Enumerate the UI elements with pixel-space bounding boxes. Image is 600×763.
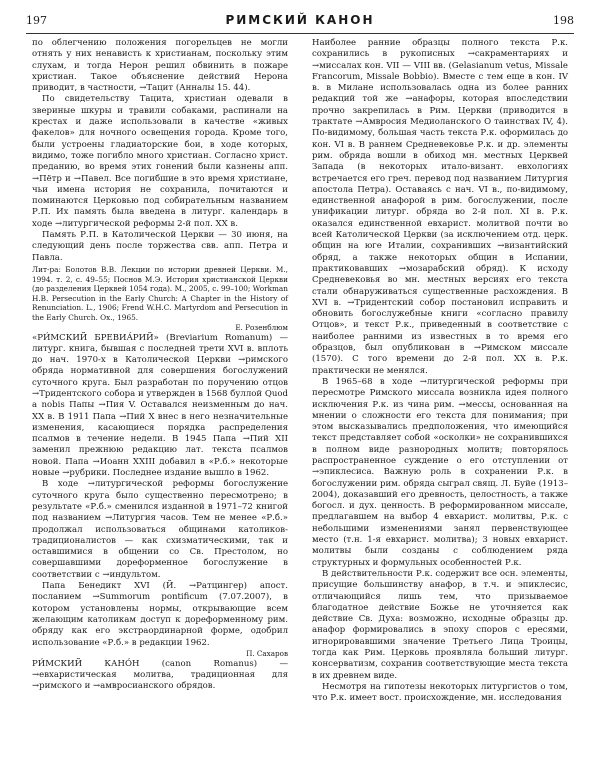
header-rule [26,33,574,34]
left-column [32,38,288,693]
paragraph: Несмотря на гипотезы некоторых литургистов о том, что Р.к. имеет вост. происхождение, мн. исследования [312,681,568,704]
paragraph: Папа Бенедикт XVI (Й. →Ратцингер) апост. посланием →Summorum pontificum (7.07.2007), в котором установлены нормы, открывающие всем желающим католикам доступ к дореформенному рим. обряду как его экстраординарной форме, одобрил использование «Р.б.» в редакции 1962. [32,581,288,648]
paragraph: по облегчению положения погорельцев не могли отнять у них ненависть к христианам, поскольку этим слухам, и тогда Нерон решил обвинить в пожаре христиан. Такое объяснение действий Нерона приводит, в частности, →Тацит (Анналы 15. 44). [32,38,288,94]
page-header [0,14,600,34]
paragraph: По свидетельству Тацита, христиан одевали в звериные шкуры и травили собаками, распинали на крестах и даже использовали в качестве «живых факелов» для ночного освещения города. Кроме того, были устроены гладиаторские бои, в ходе которых, видимо, тоже погибло много христиан. Согласно христ. преданию, во время этих гонений были казнены апп. →Пётр и →Павел. Все погибшие в это время христиане, чьи имена история не сохранила, почитаются и поминаются Церковью под собирательным названием Р.П. Их память была введена в литург. календарь в ходе →литургической реформы 2-й пол. XX в. [32,94,288,229]
page-number-left: 197 [26,14,47,27]
author-signature: Е. Розенблюм [235,322,288,332]
paragraph: В 1965–68 в ходе →литургической реформы при пересмотре Римского миссала возникла идея полного исключения Р.к. из чина рим. →мессы, основанная на мнении о сложности его текста для понимания; при этом высказывались предположения, что имеющийся текст представляет собой «осколки» не сохранившихся в полном виде разнородных молитв; повторялось распространенное суждение о его отступлении от →эпиклесиса. Важную роль в сохранении Р.к. в богослужении рим. обряда сыграл свящ. Л. Буйе (1913–2004), доказавший его древность, целостность, а также богосл. и дух. ценность. В реформированном миссале, предлагавшем на выбор 4 евхарист. молитвы, Р.к. с небольшими изменениями занял первенствующее место (т.н. 1-я евхарист. молитва); 3 новых евхарист. молитвы были созданы с соблюдением ряда структурных и формульных особенностей Р.к. [312,376,568,568]
running-title: РИМСКИЙ КАНОН [225,13,375,27]
paragraph: В ходе →литургической реформы богослужение суточного круга было существенно пересмотрено; в результате «Р.б.» сменился изданной в 1971–72 книгой под названием →Литургия часов. Тем не менее «Р.б.» продолжал использоваться общинами католиков-традиционалистов — как схизматическими, так и оставшимися в общении со Св. Престолом, но совершавшими дореформенное богослужение в соответствии с →индультом. [32,479,288,580]
right-column [312,38,568,705]
author-signature: П. Сахаров [246,648,288,658]
paragraph: В действительности Р.к. содержит все осн. элементы, присущие большинству анафор, в т.ч. и эпиклесис, отличающийся лишь тем, что призываемое благодатное действие Божье не уточняется как действие Св. Духа: возможно, исходные образцы др. анафор формировались в эпоху споров с ересями, игнорировавшими значение Третьего Лица Троицы, тогда как Рим. Церковь проявляла больший литург. консерватизм, сохранив соответствующие места текста в их древнем виде. [312,568,568,681]
entry-breviary: «РИ́МСКИЙ БРЕВИА́РИЙ» (Breviarium Romanum) — литург. книга, бывшая с последней трети XVI в. вплоть до нач. 1970-х в Католической Церкви →римского обряда нормативной для совершения богослужений суточного круга. Был разработан по поручению отцов →Тридентского собора и утвержден в 1568 буллой Quod a nobis Папы →Пия V. Оставался неизменным до нач. XX в. В 1911 Папа →Пий X внес в него незначительные изменения, касающиеся порядка распределения псалмов в течение недели. В 1945 Папа →Пий XII заменил прежнюю редакцию лат. текста псалмов новой. Папа →Иоанн XXIII добавил в «Р.б.» некоторые новые →рубрики. Последнее издание вышло в 1962. [32,332,288,479]
paragraph: Наиболее ранние образцы полного текста Р.к. сохранились в рукописных →сакраментариях и →миссалах кон. VII — VIII вв. (Gelasianum vetus, Missale Francorum, Missale Bobbio). Вместе с тем еще в кон. IV в. в Милане использовалась одна из более ранних редакций той же →анафоры, которая впоследствии прочно закрепилась в Рим. Церкви (приводится в трактате →Амвросия Медиоланского О таинствах IV, 4). По-видимому, большая часть текста Р.к. оформилась до кон. VI в. В раннем Средневековье Р.к. и др. элементы рим. обряда вошли в обиход мн. местных Церквей Запада (в некоторых итало-визант. евхологиях встречается его греч. перевод под названием Литургия апостола Петра). Оставаясь с нач. VI в., по-видимому, единственной анафорой в рим. богослужении, после унификации литург. обряда во 2-й пол. XI в. Р.к. оказался единственной евхарист. молитвой почти во всей Католической Церкви (за исключением отд. церк. общин на юге Италии, сохранивших →византийский обряд, а также некоторых общин в Испании, практиковавших →мозарабский обряд). К исходу Средневековья во мн. местных версиях его текста стали обнаруживаться существенные расхождения. В XVI в. →Тридентский собор постановил исправить и обновить богослужебные книги «согласно правилу Отцов», и текст Р.к., приведенный в соответствие с наиболее ранними из известных в то время его образцов, был опубликован в →Римском миссале (1570). С того времени до 2-й пол. XX в. Р.к. практически не менялся. [312,38,568,376]
page-number-right: 198 [553,14,574,27]
entry-canon: РИ́МСКИЙ КАНО́Н (canon Romanus) — →евхаристическая молитва, традиционная для →римского и →амвросианского обрядов. [32,658,288,692]
bibliography: Лит-ра: Болотов В.В. Лекции по истории древней Церкви. М., 1994. т. 2, с. 49–55; Поснов М.Э. История христианской Церкви (до разделения Церквей 1054 года). М., 2005, с. 99–100; Workman H.B. Persecution in the Early Church: A Chapter in the History of Renunciation. L., 1906; Frend W.H.C. Martyrdom and Persecution in the Early Church. Ox., 1965. [32,264,288,322]
paragraph: Память Р.П. в Католической Церкви — 30 июня, на следующий день после торжества свв. апп. Петра и Павла. [32,230,288,263]
